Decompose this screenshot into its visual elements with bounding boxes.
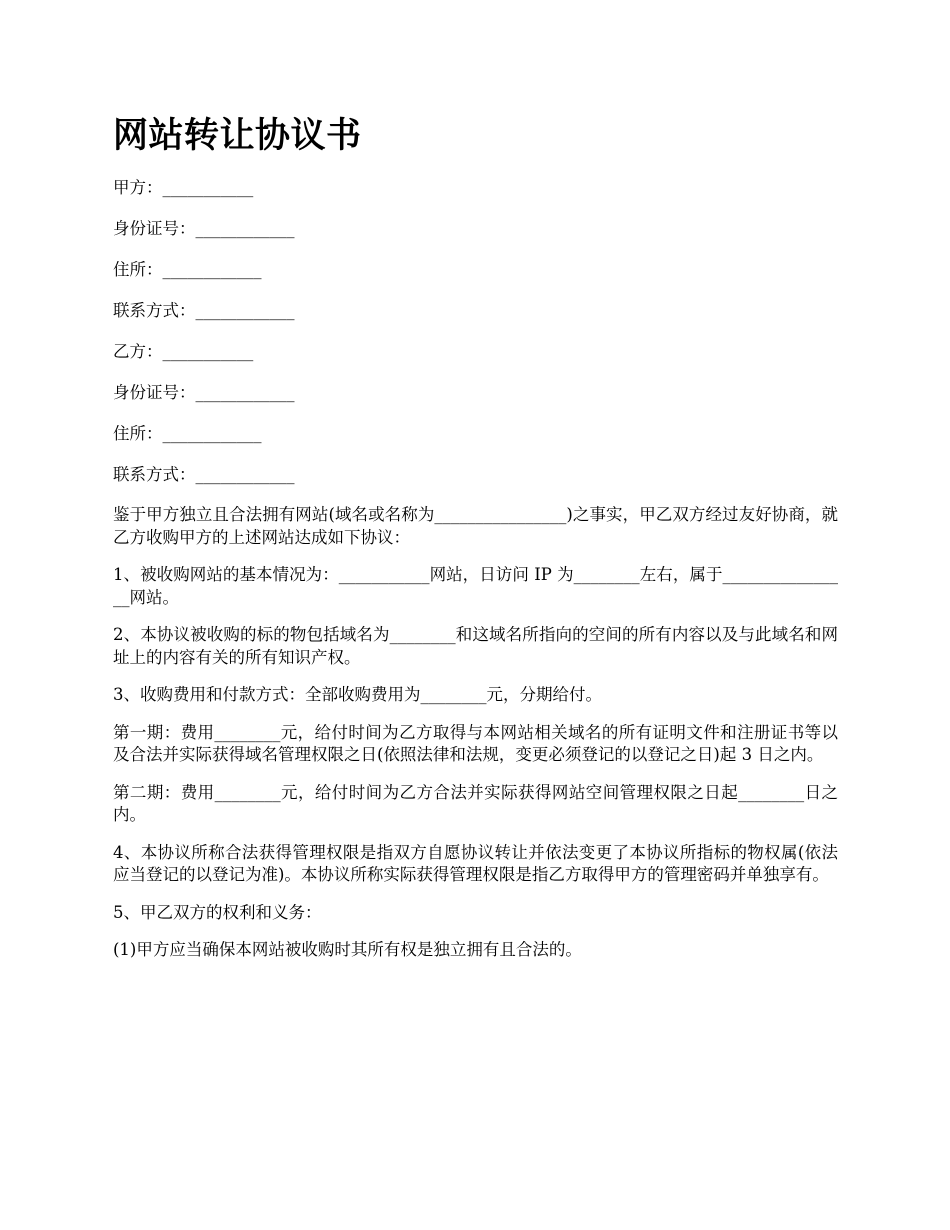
party-info-section xyxy=(113,176,838,487)
payment-phase-2-paragraph: 第二期：费用________元，给付时间为乙方合法并实际获得网站空间管理权限之日起________日之内。 xyxy=(113,782,838,824)
party-b-id-field: 身份证号：____________ xyxy=(113,383,295,402)
agreement-body xyxy=(113,504,838,962)
party-b-contact-field: 联系方式：____________ xyxy=(113,465,295,484)
party-a-address-field: 住所：____________ xyxy=(113,260,262,279)
clause-5-item-1-paragraph: (1)甲方应当确保本网站被收购时其所有权是独立拥有且合法的。 xyxy=(113,940,582,959)
clause-5-paragraph: 5、甲乙双方的权利和义务： xyxy=(113,902,322,922)
payment-phase-1-paragraph: 第一期：费用________元，给付时间为乙方取得与本网站相关域名的所有证明文件和注册证书等以及合法并实际获得域名管理权限之日(依照法律和法规，变更必须登记的以登记之日)起 3 日之内。 xyxy=(113,722,838,764)
party-a-name-field: 甲方：___________ xyxy=(113,178,254,197)
party-b-address-field: 住所：____________ xyxy=(113,424,262,443)
clause-3-paragraph: 3、收购费用和付款方式：全部收购费用为________元，分期给付。 xyxy=(113,685,602,704)
preamble-paragraph: 鉴于甲方独立且合法拥有网站(域名或名称为________________)之事实，甲乙双方经过友好协商，就乙方收购甲方的上述网站达成如下协议： xyxy=(113,505,838,547)
clause-2-paragraph: 2、本协议被收购的标的物包括域名为________和这域名所指向的空间的所有内容以及与此域名和网址上的内容有关的所有知识产权。 xyxy=(113,625,838,667)
document-page xyxy=(113,110,838,977)
clause-4-paragraph: 4、本协议所称合法获得管理权限是指双方自愿协议转让并依法变更了本协议所指标的物权属(依法应当登记的以登记为准)。本协议所称实际获得管理权限是指乙方取得甲方的管理密码并单独享有。 xyxy=(113,842,838,884)
party-a-contact-field: 联系方式：____________ xyxy=(113,301,295,320)
party-a-id-field: 身份证号：____________ xyxy=(113,219,295,238)
document-title: 网站转让协议书 xyxy=(113,115,362,156)
party-b-name-field: 乙方：___________ xyxy=(113,342,254,361)
clause-1-paragraph: 1、被收购网站的基本情况为：___________网站，日访问 IP 为________左右，属于________________网站。 xyxy=(113,565,838,607)
